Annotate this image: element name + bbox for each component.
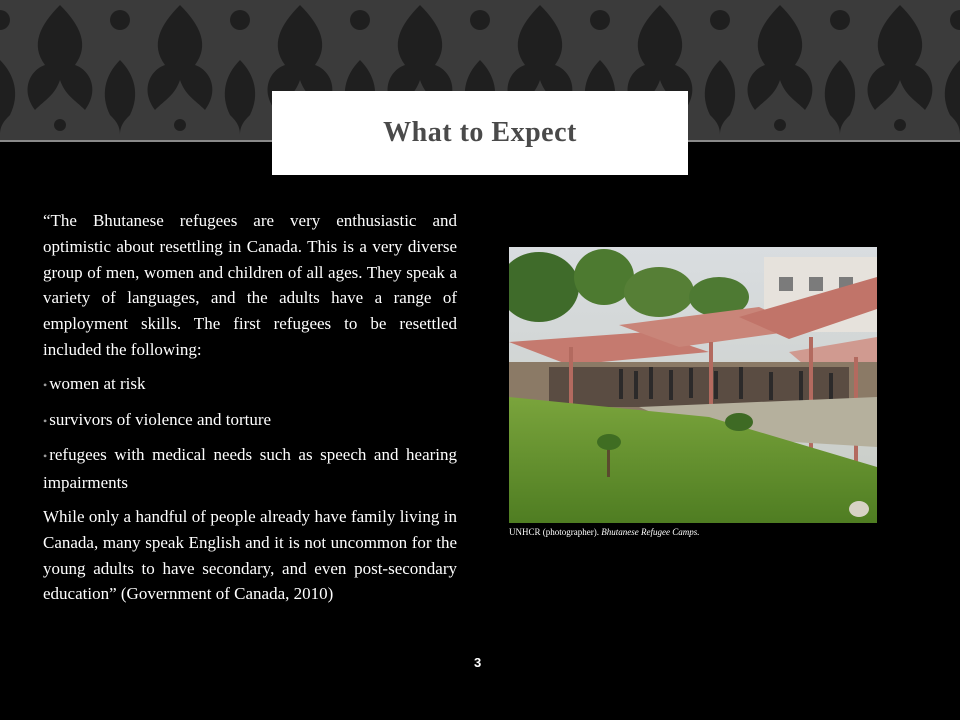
bullet-item bbox=[43, 371, 457, 399]
bullet-icon: • bbox=[43, 413, 48, 428]
page-number: 3 bbox=[474, 655, 482, 670]
intro-paragraph: “The Bhutanese refugees are very enthusiastic and optimistic about resettling in Canada. This is a very diverse group of men, women and children of all ages. They speak a variety of languages, and the adults have a range of employment skills. The first refugees to be resettled included the following: bbox=[43, 211, 457, 359]
closing-paragraph: While only a handful of people already have family living in Canada, many speak English and it is not uncommon for the young adults to have secondary, and even post-secondary education” (Government of Canada, 2010) bbox=[43, 506, 457, 604]
bullet-icon: • bbox=[43, 377, 48, 392]
slide-title: What to Expect bbox=[383, 117, 577, 148]
caption-title: Bhutanese Refugee Camps. bbox=[601, 527, 700, 537]
caption-credit: UNHCR (photographer). bbox=[509, 527, 602, 537]
body-text bbox=[43, 208, 457, 615]
bullet-item bbox=[43, 407, 457, 435]
bullet-text: survivors of violence and torture bbox=[49, 409, 272, 429]
bullet-text: women at risk bbox=[49, 373, 146, 393]
title-box bbox=[272, 91, 688, 175]
bullet-item bbox=[43, 442, 457, 496]
photo-illustration bbox=[509, 247, 877, 523]
bullet-icon: • bbox=[43, 449, 48, 464]
refugee-camp-photo bbox=[509, 247, 877, 523]
photo-caption bbox=[509, 527, 699, 537]
bullet-text: refugees with medical needs such as speech and hearing impairments bbox=[43, 445, 457, 493]
